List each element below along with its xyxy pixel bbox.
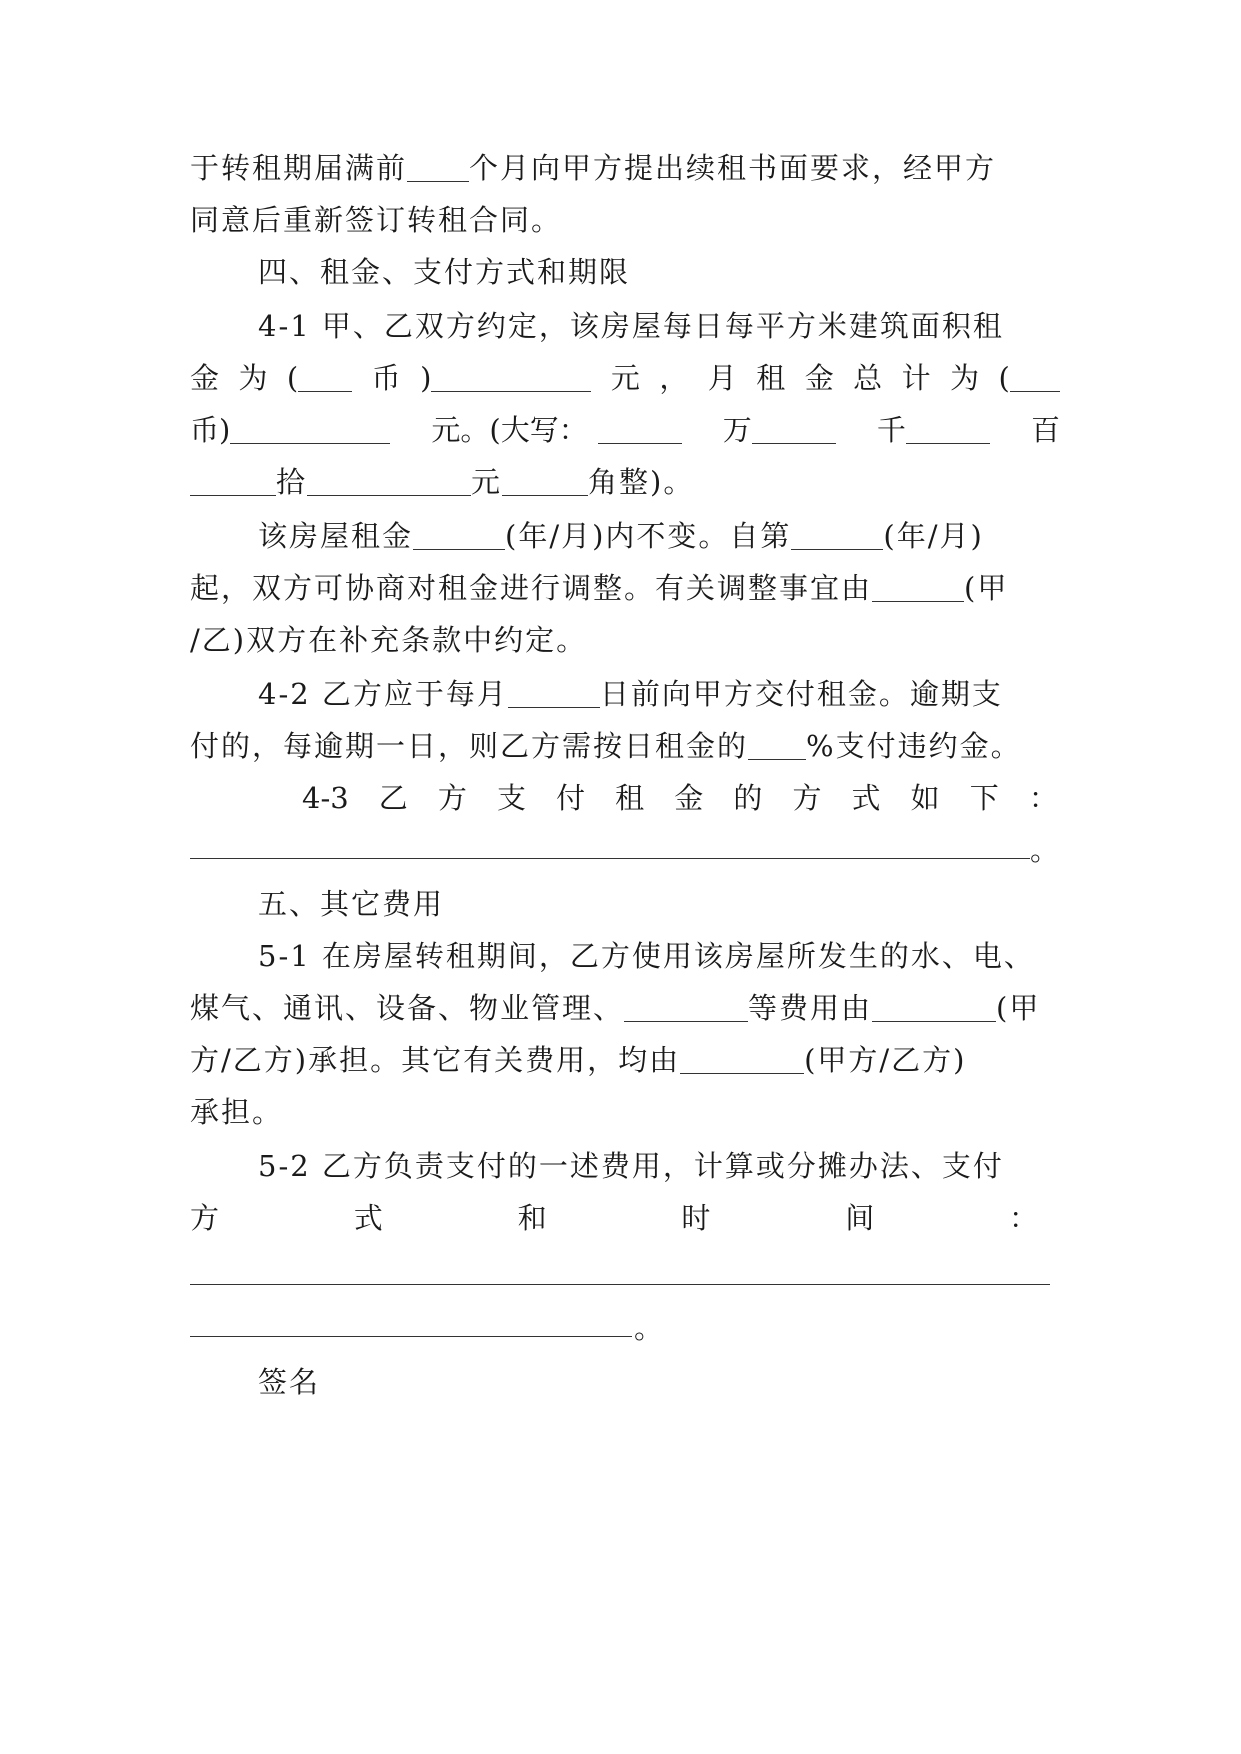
blank-underline [1010,361,1060,392]
text-line [190,462,1060,502]
text-segment: ) [420,358,591,398]
text-segment: 方 [792,781,822,815]
text-segment: 于转租期届满前 [190,151,408,185]
text-segment: 万 [723,410,836,450]
text-line [258,936,1060,976]
blank-underline [307,465,471,496]
text-segment: 金 [190,361,220,395]
text-segment: ： [1028,781,1058,815]
text-segment: 元。(大写： [431,410,681,450]
text-segment: 个月向甲方提出续租书面要求，经甲方 [469,151,997,185]
blank-underline [906,413,990,444]
text-segment: 币) [190,410,390,450]
section-heading [258,252,1060,292]
text-segment: 5-1 在房屋转租期间，乙方使用该房屋所发生的水、电、 [258,939,1035,973]
text-segment: 5-2 乙方负责支付的一述费用，计算或分摊办法、支付 [258,1149,1004,1183]
text-segment: 元 [471,465,503,499]
text-segment: 付的，每逾期一日，则乙方需按日租金的 [190,729,749,763]
blank-underline [298,361,352,392]
text-segment: 拾 [276,465,308,499]
text-segment: 金 [804,361,834,395]
text-segment: 时 [681,1201,711,1235]
text-line [190,148,1060,188]
text-segment: (甲方/乙方) [804,1043,967,1077]
blank-underline [872,571,964,602]
text-segment: 和 [517,1201,547,1235]
blank-underline [413,519,505,550]
text-segment: 式 [353,1201,383,1235]
text-segment: 币 [371,361,401,395]
text-segment: 为 [238,361,268,395]
heading-text: 四、租金、支付方式和期限 [258,255,631,289]
text-segment: 计 [901,361,931,395]
text-line [190,1040,1060,1080]
text-line [258,1146,1060,1186]
text-line [190,200,1060,240]
text-segment: 4-2 乙方应于每月 [258,677,508,711]
text-segment: 为 [950,361,980,395]
text-segment: 方 [437,781,467,815]
text-segment: 承担。 [190,1095,284,1129]
text-segment: 元 [610,361,640,395]
text-segment: /乙)双方在补充条款中约定。 [190,623,588,657]
text-line [258,674,1060,714]
blank-underline [190,1284,1050,1285]
blank-underline [431,361,591,392]
text-line [190,358,1060,398]
text-segment: 间 [845,1201,875,1235]
text-segment: ： [1008,1201,1038,1235]
text-segment: ( [287,358,352,398]
blank-underline [748,729,806,760]
text-line [1030,830,1070,870]
text-segment: 角整)。 [588,465,695,499]
text-segment: 式 [851,781,881,815]
blank-underline [502,465,588,496]
text-segment: (年/月) [883,519,984,553]
text-segment: 如 [910,781,940,815]
text-segment: 方 [190,1201,220,1235]
section-heading [258,884,1060,924]
text-segment: 千 [877,410,990,450]
text-segment: 起，双方可协商对租金进行调整。有关调整事宜由 [190,571,873,605]
blank-underline [624,991,748,1022]
blank-underline [680,1043,804,1074]
text-line [190,620,1060,660]
text-segment: 同意后重新签订转租合同。 [190,203,563,237]
text-segment: 支 [496,781,526,815]
text-segment: 租 [756,361,786,395]
text-segment: 签名 [258,1365,321,1399]
text-segment: (甲 [996,991,1041,1025]
blank-underline [598,413,682,444]
text-segment: 该房屋租金 [258,519,414,553]
text-segment: 总 [853,361,883,395]
text-segment: 日前向甲方交付租金。逾期支 [599,677,1003,711]
text-segment: 等费用由 [748,991,873,1025]
text-segment: 租 [615,781,645,815]
text-segment: ( [999,358,1060,398]
text-segment: 煤气、通讯、设备、物业管理、 [190,991,625,1025]
blank-underline [791,519,883,550]
text-line [190,1198,1038,1238]
text-line [190,568,1060,608]
heading-text: 五、其它费用 [258,887,445,921]
text-line [258,306,1060,346]
text-line [302,778,1058,818]
text-line [190,410,1060,450]
text-segment: 。 [1030,833,1062,867]
text-segment: %支付违约金。 [806,729,1022,763]
blank-underline [407,151,469,182]
text-line [634,1308,674,1348]
signature-label [258,1362,1060,1402]
text-segment: 。 [634,1311,666,1345]
text-segment: 方/乙方)承担。其它有关费用，均由 [190,1043,681,1077]
text-segment: 金 [674,781,704,815]
text-line [190,1092,1060,1132]
blank-underline [190,858,1030,859]
text-segment: 乙 [378,781,408,815]
blank-underline [190,465,276,496]
text-line [258,516,1060,556]
text-segment: (甲 [964,571,1009,605]
text-segment: 付 [556,781,586,815]
text-line [190,988,1060,1028]
text-segment: 的 [733,781,763,815]
blank-underline [230,413,390,444]
blank-underline [752,413,836,444]
text-segment: 月 [707,361,737,395]
text-segment: 下 [969,781,999,815]
blank-underline [508,677,600,708]
text-segment: 4-3 [302,781,349,815]
blank-underline [190,1336,632,1337]
text-segment: 4-1 甲、乙双方约定，该房屋每日每平方米建筑面积租 [258,309,1004,343]
text-segment: 百 [1030,413,1060,447]
text-line [190,726,1060,766]
blank-underline [872,991,996,1022]
text-segment: (年/月)内不变。自第 [505,519,792,553]
text-segment: ， [659,361,689,395]
